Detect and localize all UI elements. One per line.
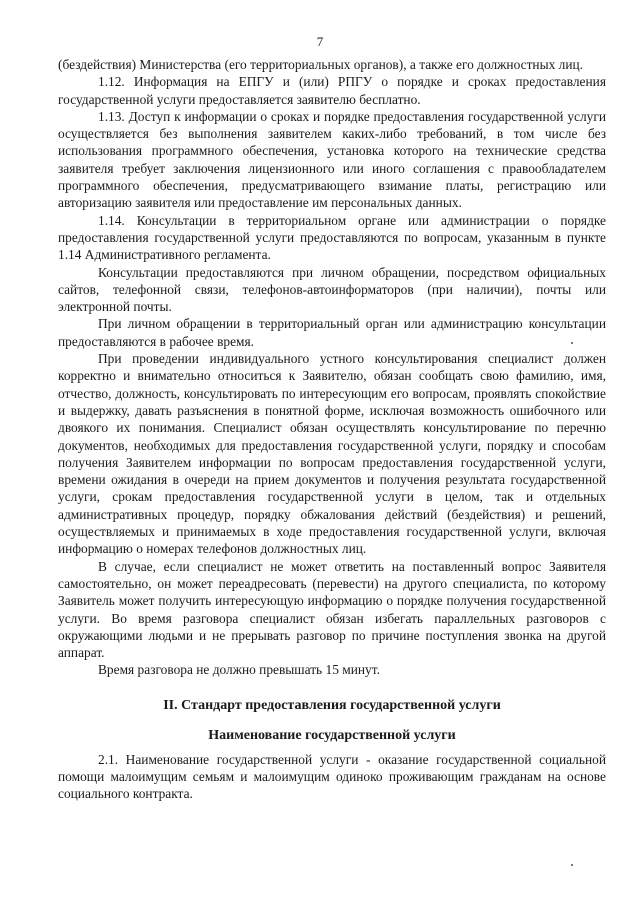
paragraph-2-1: 2.1. Наименование государственной услуги - оказание государственной социальной помощи малоимущим семьям и малоимущим одиноко проживающим гражданам на основе социального контракта.	[58, 751, 606, 802]
subsection-heading: Наименование государственной услуги	[208, 727, 456, 743]
scan-speck	[571, 864, 573, 866]
scan-speck	[571, 342, 573, 344]
paragraph-1-12: 1.12. Информация на ЕПГУ и (или) РПГУ о порядке и сроках предоставления государственной услуги предоставляется заявителю бесплатно.	[58, 74, 606, 107]
section-heading: II. Стандарт предоставления государственной услуги	[163, 697, 501, 713]
page-content	[58, 56, 606, 803]
paragraph-continuation: (бездействия) Министерства (его территориальных органов), а также его должностных лиц.	[58, 57, 583, 72]
paragraph-1-14: 1.14. Консультации в территориальном органе или администрации о порядке предоставления государственной услуги предоставляются по вопросам, указанным в пункте 1.14 Административного регламента.	[58, 212, 606, 263]
paragraph-oral-consulting: При проведении индивидуального устного консультирования специалист должен корректно и внимательно относиться к Заявителю, обязан сообщать свою фамилию, имя, отчество, должность, консультировать по интересующим его вопросам, проявлять спокойствие и выдержку, давать разъяснения в понятной форме, исключая возможность ошибочного или двоякого их понимания. Специалист обязан осуществлять консультирование по перечню документов, необходимых для предоставления государственной услуги, порядку и способам получения Заявителем информации по вопросам предоставления государственной услуги, времени ожидания в очереди на прием документов и получения результата государственной услуги, срокам предоставления государственной услуги в целом, так и отдельных административных процедур, порядку обжалования действий (бездействия) и решений, осуществляемых и принимаемых в ходе предоставления государственной услуги, включая информацию о номерах телефонов должностных лиц.	[58, 351, 606, 557]
paragraph-1-13: 1.13. Доступ к информации о сроках и порядке предоставления государственной услуги осуществляется без выполнения заявителем каких-либо требований, в том числе без использования программного обеспечения, установка которого на технические средства заявителя требует заключения лицензионного или иного соглашения с правообладателем программного обеспечения, предусматривающего взимание платы, регистрацию или авторизацию заявителя или предоставление им персональных данных.	[58, 108, 606, 211]
paragraph-consultation-methods: Консультации предоставляются при личном обращении, посредством официальных сайтов, телефонной связи, телефонов-автоинформаторов (при наличии), почты или электронной почты.	[58, 264, 606, 315]
page-number: 7	[316, 34, 324, 49]
paragraph-call-duration: Время разговора не должно превышать 15 минут.	[98, 662, 380, 678]
paragraph-personal-visit: При личном обращении в территориальный орган или администрацию консультации предоставляются в рабочее время.	[58, 316, 606, 349]
paragraph-redirect: В случае, если специалист не может ответить на поставленный вопрос Заявителя самостоятельно, он может переадресовать (перевести) на другого специалиста, по которому Заявитель может получить интересующую информацию о порядке получения государственной услуги. Во время разговора специалист обязан избегать параллельных разговоров с окружающими людьми и не прерывать разговор по причине поступления звонка на другой аппарат.	[58, 558, 606, 661]
